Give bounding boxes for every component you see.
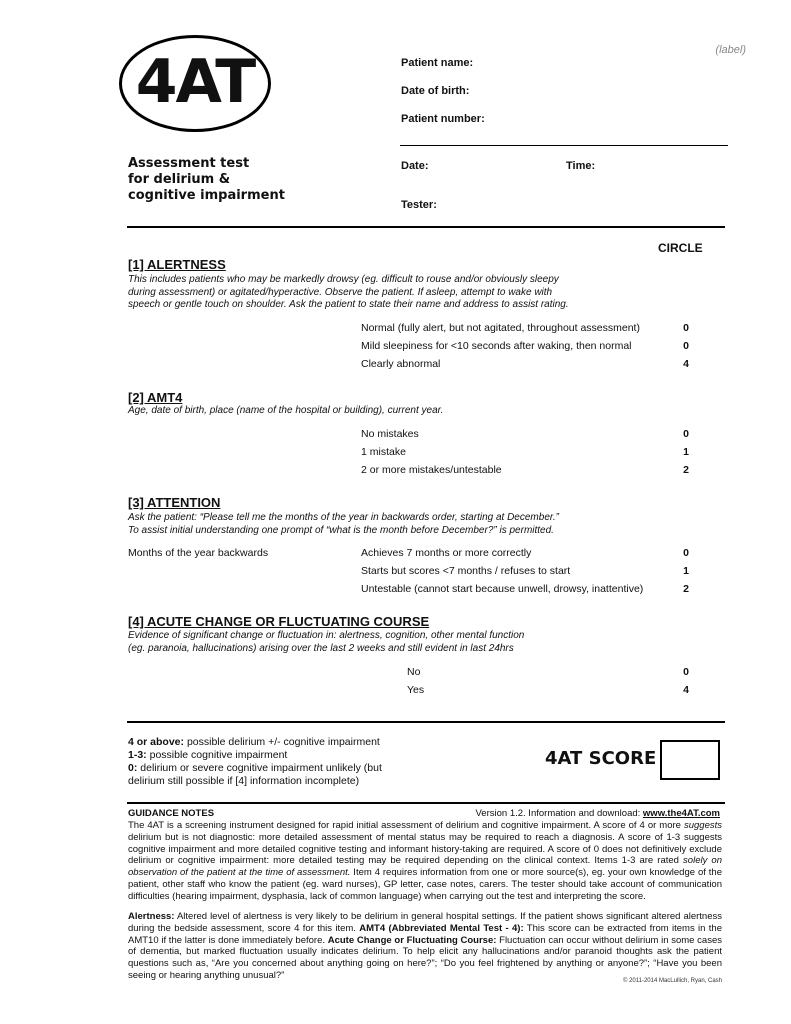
guidance-heading: GUIDANCE NOTES: [128, 808, 215, 819]
label-placeholder: (label): [715, 44, 746, 56]
amt4-score-two-or-more[interactable]: 2: [683, 464, 689, 476]
interpretation-key: 1-3:: [128, 749, 147, 761]
text-run: Item 4 requires information from one or more source(s), eg. your own knowledge of the patient, other staff who know the patient (eg. ward nurses), GP letter, case notes, carers. The tester should take account of communication difficulties (hearing impairment, dysphasia, lack of common language) when carrying out the test and interpreting the score.: [128, 867, 722, 902]
alertness-option-abnormal: Clearly abnormal: [361, 358, 441, 370]
amt4-option-no-mistakes: No mistakes: [361, 428, 419, 440]
acute-score-no[interactable]: 0: [683, 666, 689, 678]
attention-description: [128, 512, 598, 537]
amt4-description: Age, date of birth, place (name of the hospital or building), current year.: [128, 405, 444, 416]
interpretation-key: 0:: [128, 762, 138, 774]
attention-title: [3] ATTENTION: [128, 495, 221, 510]
text-run: solely on observation of the patient at the time of assessment.: [128, 855, 722, 879]
form-subtitle: [128, 156, 298, 204]
4at-logo: [119, 35, 271, 132]
attention-score-less-than-7[interactable]: 1: [683, 565, 689, 577]
interpretation-text: delirium or severe cognitive impairment unlikely (but delirium still possible if [4] information incomplete): [128, 762, 382, 787]
acute-option-yes: Yes: [407, 684, 425, 696]
version-text: Version 1.2. Information and download:: [475, 808, 643, 819]
alertness-score-abnormal[interactable]: 4: [683, 358, 689, 370]
text-run: delirium but is not diagnostic: more detailed assessment of mental status may be required to reach a diagnosis. A score of 1-3 suggests cognitive impairment and more detailed cognitive testing and informant history-taking are required. A score of 0 does not definitively exclude delirium or cognitive impairment: more detailed testing may be required depending on the clinical context. Items 1-3 are rated: [128, 831, 722, 867]
alertness-score-normal[interactable]: 0: [683, 322, 689, 334]
attention-option-less-than-7: Starts but scores <7 months / refuses to start: [361, 565, 571, 577]
text-run: Fluctuation can occur without delirium in some cases of dementia, but marked fluctuation usually indicates delirium. To help elicit any hallucinations and/or paranoid thoughts ask the patient questions such as, “Are you concerned about anything going on here?”; “Do you feel frightened by anything or anyone?”; “Have you been seeing or hearing anything unusual?”: [128, 934, 722, 981]
acute-change-description: [128, 630, 598, 655]
text-run: This score can be extracted from items in the AMT10 if the latter is done immediately before.: [128, 922, 722, 946]
desc-line: To assist initial understanding one prompt of “what is the month before December?” is permitted.: [128, 524, 554, 536]
label-area-divider: [400, 145, 728, 146]
amt4-option-two-or-more: 2 or more mistakes/untestable: [361, 464, 502, 476]
attention-option-untestable: Untestable (cannot start because unwell, drowsy, inattentive): [361, 583, 644, 595]
interpretation-text: possible delirium +/- cognitive impairment: [184, 736, 380, 748]
desc-line: speech or gentle touch on shoulder. Ask the patient to state their name and address to assist rating.: [128, 299, 569, 310]
copyright: © 2011-2014 MacLullich, Ryan, Cash: [622, 978, 722, 984]
attention-score-7-months[interactable]: 0: [683, 547, 689, 559]
desc-line: (eg. paranoia, hallucinations) arising over the last 2 weeks and still evident in last 24hrs: [128, 642, 514, 654]
attention-option-7-months: Achieves 7 months or more correctly: [361, 547, 532, 559]
acute-option-no: No: [407, 666, 421, 678]
subtitle-line: Assessment test: [128, 156, 250, 171]
alertness-title: [1] ALERTNESS: [128, 257, 226, 272]
version-info: [470, 808, 720, 819]
desc-line: Evidence of significant change or fluctuation in: alertness, cognition, other mental function: [128, 630, 525, 641]
date-of-birth-label: Date of birth:: [401, 85, 470, 97]
header-divider: [127, 226, 725, 228]
date-label: Date:: [401, 160, 429, 172]
acute-change-title: [4] ACUTE CHANGE OR FLUCTUATING COURSE: [128, 614, 430, 629]
amt4-score-no-mistakes[interactable]: 0: [683, 428, 689, 440]
text-run: suggests: [683, 820, 722, 831]
alertness-option-normal: Normal (fully alert, but not agitated, throughout assessment): [361, 322, 640, 334]
text-run: AMT4 (Abbreviated Mental Test - 4):: [359, 922, 524, 934]
desc-line: Ask the patient: “Please tell me the months of the year in backwards order, starting at December.”: [128, 512, 559, 523]
acute-score-yes[interactable]: 4: [683, 684, 689, 696]
text-run: Acute Change or Fluctuating Course:: [327, 934, 497, 946]
time-label: Time:: [566, 160, 596, 172]
4at-score-box[interactable]: [660, 740, 720, 780]
interpretation-row: [128, 749, 388, 762]
website-link[interactable]: www.the4AT.com: [642, 808, 720, 819]
amt4-score-one-mistake[interactable]: 1: [683, 446, 689, 458]
patient-number-label: Patient number:: [401, 113, 485, 125]
subtitle-line: for delirium &: [128, 172, 231, 187]
interpretation-row: [128, 762, 388, 788]
alertness-score-mild[interactable]: 0: [683, 340, 689, 352]
text-run: Alertness:: [128, 911, 175, 922]
guidance-paragraph-1: [128, 820, 722, 903]
interpretation-text: possible cognitive impairment: [146, 749, 288, 761]
tester-label: Tester:: [401, 199, 437, 211]
guidance-divider: [127, 802, 725, 804]
guidance-paragraph-2: [128, 911, 722, 982]
text-run: The 4AT is a screening instrument designed for rapid initial assessment of delirium and cognitive impairment. A score of 4 or more: [128, 820, 684, 831]
attention-score-untestable[interactable]: 2: [683, 583, 689, 595]
subtitle-line: cognitive impairment: [128, 188, 285, 203]
score-interpretation: [128, 736, 388, 788]
logo-text: 4AT: [135, 46, 255, 117]
attention-left-label: Months of the year backwards: [128, 547, 269, 559]
circle-heading: CIRCLE: [658, 241, 703, 255]
4at-score-label: 4AT SCORE: [545, 748, 657, 769]
scoring-divider: [127, 721, 725, 723]
amt4-option-one-mistake: 1 mistake: [361, 446, 406, 458]
amt4-title: [2] AMT4: [128, 390, 183, 405]
alertness-option-mild: Mild sleepiness for <10 seconds after waking, then normal: [361, 340, 632, 352]
patient-name-label: Patient name:: [401, 57, 474, 69]
alertness-description: [128, 274, 598, 312]
interpretation-key: 4 or above:: [128, 736, 185, 748]
desc-line: This includes patients who may be markedly drowsy (eg. difficult to rouse and/or obviously sleepy: [128, 274, 559, 285]
desc-line: during assessment) or agitated/hyperactive. Observe the patient. If asleep, attempt to wake with: [128, 286, 553, 298]
text-run: Altered level of alertness is very likely to be delirium in general hospital settings. If the patient shows significant altered alertness during the bedside assessment, score 4 for this item.: [128, 911, 722, 934]
interpretation-row: [128, 736, 388, 749]
